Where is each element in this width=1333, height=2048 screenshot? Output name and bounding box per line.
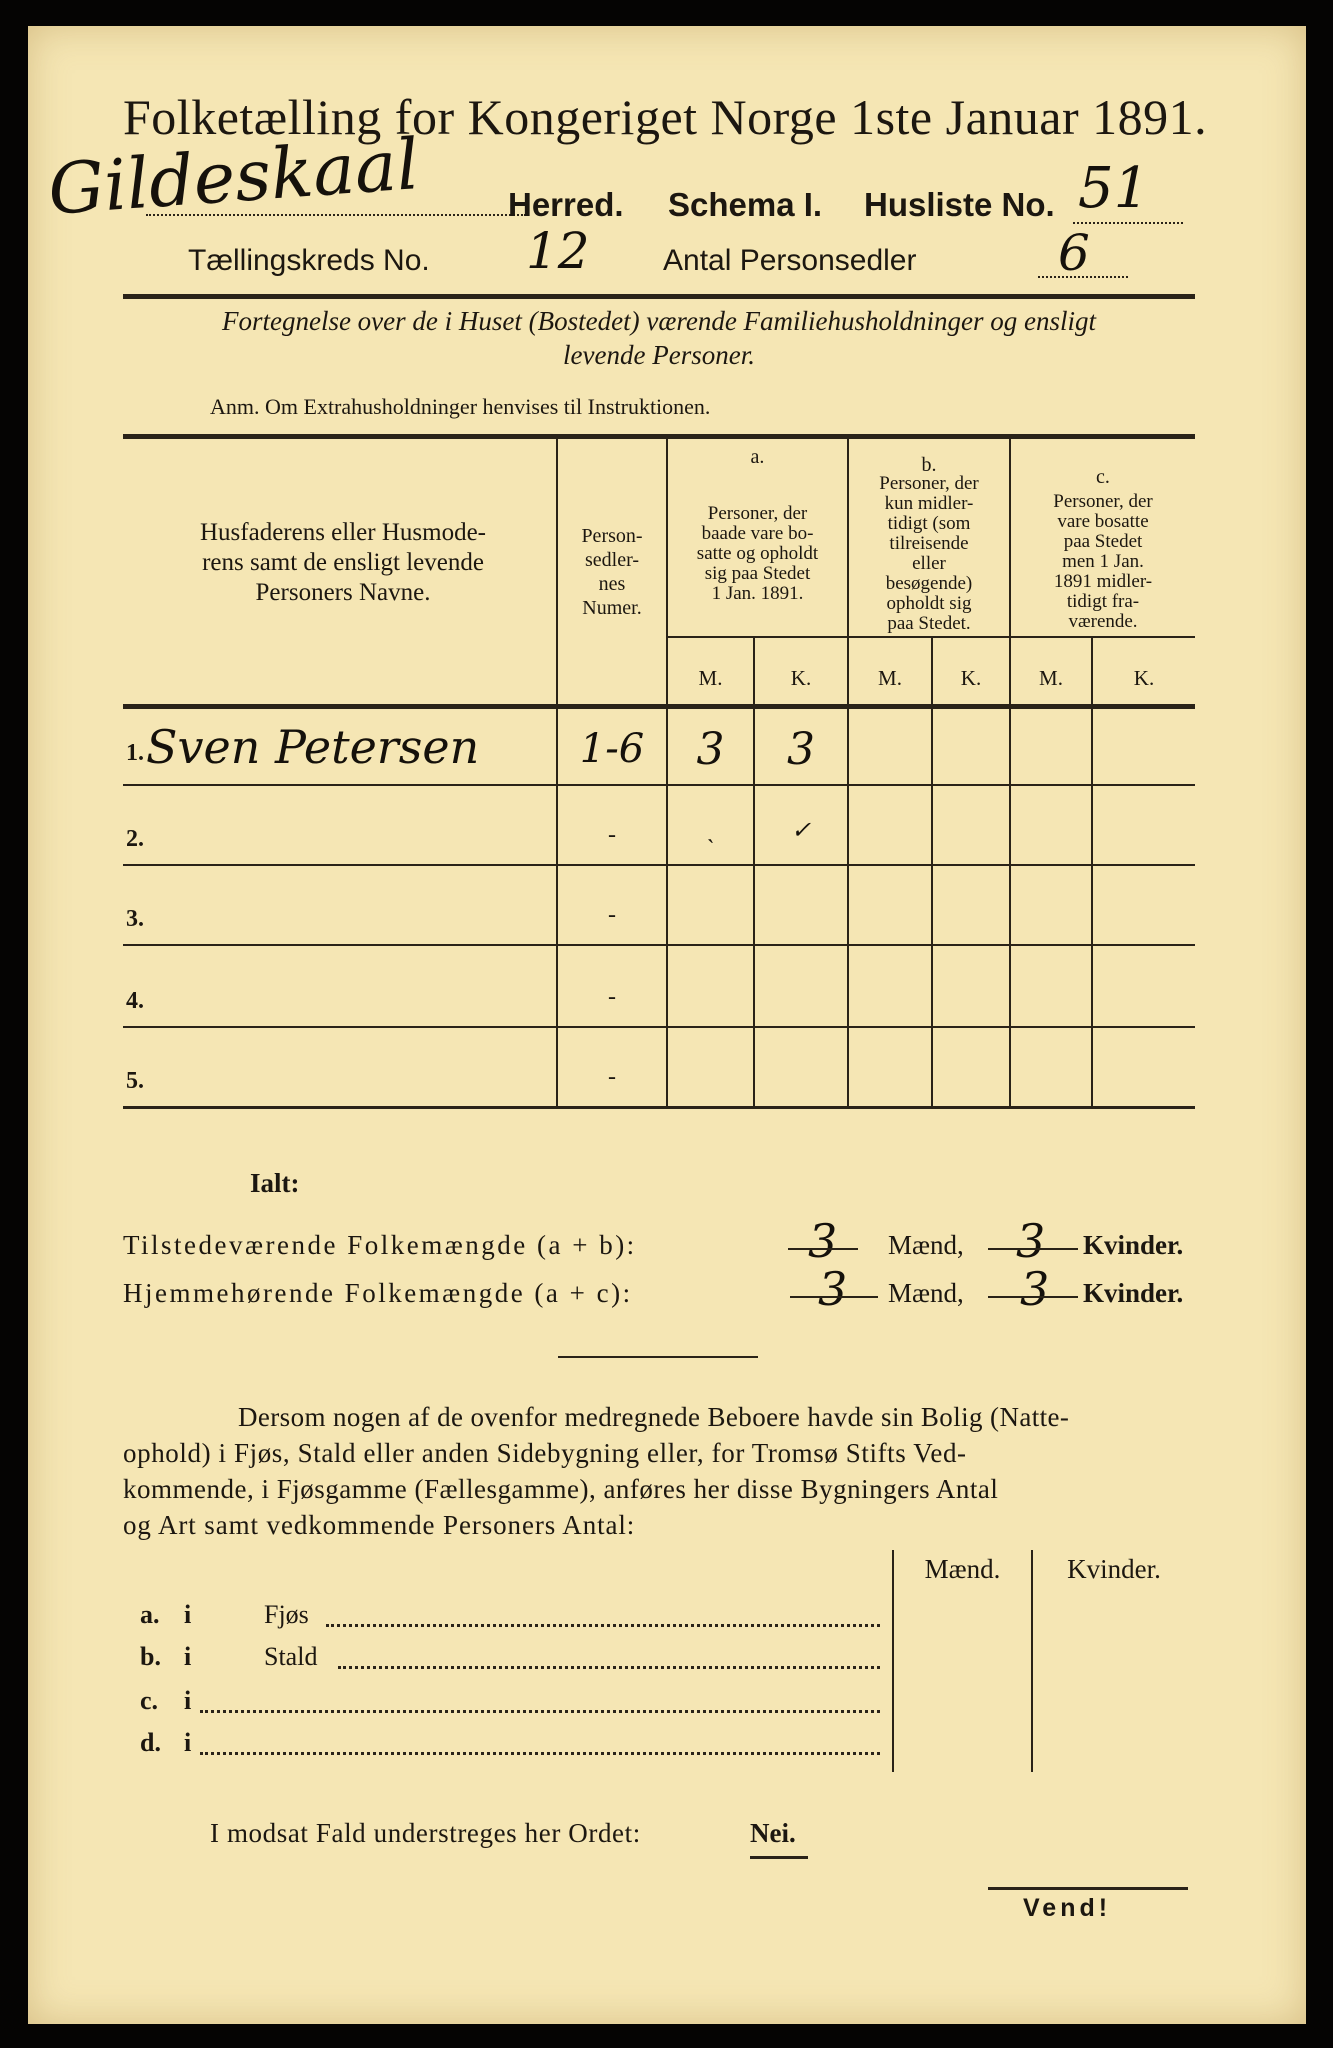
tilstede-maend-label: Mænd, — [888, 1230, 964, 1260]
col-c-letter: c. — [1096, 466, 1110, 488]
person-number: - — [608, 902, 616, 928]
a-m-value: ˎ — [706, 816, 715, 844]
building-row-i: i — [184, 1686, 192, 1715]
mk-subheader-rule — [666, 636, 1195, 638]
tilstede-kvinder-label: Kvinder. — [1083, 1230, 1184, 1260]
vend-label: Vend! — [1023, 1894, 1112, 1922]
person-number: - — [608, 822, 616, 848]
nei-word: Nei. — [750, 1818, 796, 1848]
anm-note: Anm. Om Extrahusholdninger henvises til Instruktionen. — [210, 394, 711, 419]
vend-rule — [988, 1887, 1188, 1890]
hjemme-maend-value: 3 — [818, 1262, 848, 1316]
tilstede-label: Tilstedeværende Folkemængde (a + b): — [123, 1230, 637, 1260]
a-m-value: 3 — [696, 724, 725, 775]
building-row-letter: d. — [140, 1728, 161, 1757]
col-name-header: Husfaderens eller Husmode- rens samt de ensligt levende Personers Navne. — [199, 519, 486, 606]
kreds-label: Tællingskreds No. — [188, 244, 430, 277]
note-line-3: kommende, i Fjøsgamme (Fællesgamme), anføres her disse Bygningers Antal — [123, 1474, 999, 1504]
row-number: 3. — [126, 906, 144, 932]
a-m-label: M. — [698, 666, 723, 690]
building-row-letter: a. — [140, 1600, 160, 1629]
section-divider — [558, 1356, 758, 1358]
row-rule — [123, 1026, 1195, 1028]
building-row-dots — [200, 1752, 880, 1755]
col-divider-a-mk — [753, 638, 755, 1106]
building-row-i: i — [184, 1728, 192, 1757]
tilstede-kvinder-value: 3 — [1016, 1214, 1046, 1268]
building-row-letter: c. — [140, 1686, 159, 1715]
antal-label: Antal Personsedler — [663, 244, 917, 277]
building-row-i: i — [184, 1600, 192, 1629]
intro-line-1: Fortegnelse over de i Huset (Bostedet) værende Familiehusholdninger og ensligt — [221, 306, 1097, 336]
herred-label: Herred. — [508, 186, 624, 223]
col-c-header: Personer, der vare bosatte paa Stedet men 1 Jan. 1891 midler- tidigt fra- værende. — [1053, 491, 1153, 632]
hjemme-maend-label: Mænd, — [888, 1278, 964, 1308]
buildings-kvinder-header: Kvinder. — [1067, 1554, 1161, 1584]
buildings-maend-header: Mænd. — [924, 1554, 1001, 1584]
col-num-header: Person- sedler- nes Numer. — [581, 525, 643, 619]
intro-line-2: levende Personer. — [563, 340, 755, 370]
note-line-2: ophold) i Fjøs, Stald eller anden Sidebygning eller, for Tromsø Stifts Ved- — [123, 1438, 967, 1468]
table-header-rule — [123, 704, 1195, 709]
building-row-label: Stald — [264, 1642, 318, 1671]
hjemme-maend-line — [790, 1296, 878, 1298]
hjemme-label: Hjemmehørende Folkemængde (a + c): — [123, 1278, 633, 1308]
antal-value: 6 — [1058, 224, 1090, 282]
b-k-label: K. — [960, 666, 982, 690]
c-k-label: K. — [1133, 666, 1155, 690]
row-rule — [123, 864, 1195, 866]
row-rule — [123, 784, 556, 786]
col-a-header: Personer, der baade vare bo- satte og opholdt sig paa Stedet 1 Jan. 1891. — [696, 503, 819, 604]
col-divider-c-mk — [1091, 638, 1093, 1106]
hjemme-kvinder-line — [988, 1296, 1078, 1298]
modsat-text: I modsat Fald understreges her Ordet: — [210, 1818, 641, 1848]
building-row-dots — [338, 1666, 880, 1669]
row-number: 5. — [126, 1068, 144, 1094]
c-m-label: M. — [1039, 666, 1063, 690]
building-row-dots — [326, 1624, 880, 1627]
col-b-letter: b. — [921, 454, 937, 476]
header-rule — [123, 294, 1195, 299]
row-number: 2. — [126, 826, 144, 852]
form-title: Folketælling for Kongeriget Norge 1ste Januar 1891. — [123, 89, 1208, 145]
note-line-1: Dersom nogen af de ovenfor medregnede Beboere havde sin Bolig (Natte- — [238, 1402, 1070, 1432]
tilstede-maend-line — [788, 1248, 858, 1250]
nei-underline — [750, 1856, 808, 1859]
col-b-header: Personer, der kun midler- tidigt (som tilreisende eller besøgende) opholdt sig paa Stedet. — [879, 473, 979, 634]
a-k-label: K. — [790, 666, 812, 690]
herred-name-handwritten: Gildeskaal — [45, 123, 422, 231]
table-bottom-rule — [123, 1106, 1195, 1109]
tilstede-kvinder-line — [988, 1248, 1078, 1250]
col-divider-b-mk — [931, 638, 933, 1106]
household-name: Sven Petersen — [146, 720, 480, 774]
person-number: - — [608, 1064, 616, 1090]
census-form-page — [28, 26, 1306, 2024]
a-k-value: ✓ — [790, 816, 812, 844]
row-rule — [123, 944, 1195, 946]
col-a-letter: a. — [750, 446, 765, 468]
kreds-number: 12 — [526, 222, 590, 280]
building-row-label: Fjøs — [264, 1600, 309, 1629]
herred-dotted-line — [146, 214, 526, 216]
note-line-4: og Art samt vedkommende Personers Antal: — [123, 1510, 636, 1540]
person-number: - — [608, 984, 616, 1010]
row-number: 1. — [126, 740, 144, 766]
antal-dotted-line — [1038, 276, 1128, 278]
husliste-label: Husliste No. — [864, 186, 1055, 223]
building-row-dots — [200, 1710, 880, 1713]
row-number: 4. — [126, 988, 144, 1014]
person-number: 1-6 — [579, 726, 645, 772]
row-rule — [558, 784, 1195, 786]
schema-label: Schema I. — [668, 186, 823, 223]
ialt-label: Ialt: — [250, 1168, 300, 1198]
tilstede-maend-value: 3 — [808, 1214, 838, 1268]
husliste-number: 51 — [1078, 156, 1150, 221]
table-top-rule — [123, 434, 1195, 439]
building-row-letter: b. — [140, 1642, 161, 1671]
hjemme-kvinder-label: Kvinder. — [1083, 1278, 1184, 1308]
a-k-value: 3 — [787, 724, 815, 775]
hjemme-kvinder-value: 3 — [1020, 1262, 1050, 1316]
b-m-label: M. — [878, 666, 902, 690]
building-row-i: i — [184, 1642, 192, 1671]
